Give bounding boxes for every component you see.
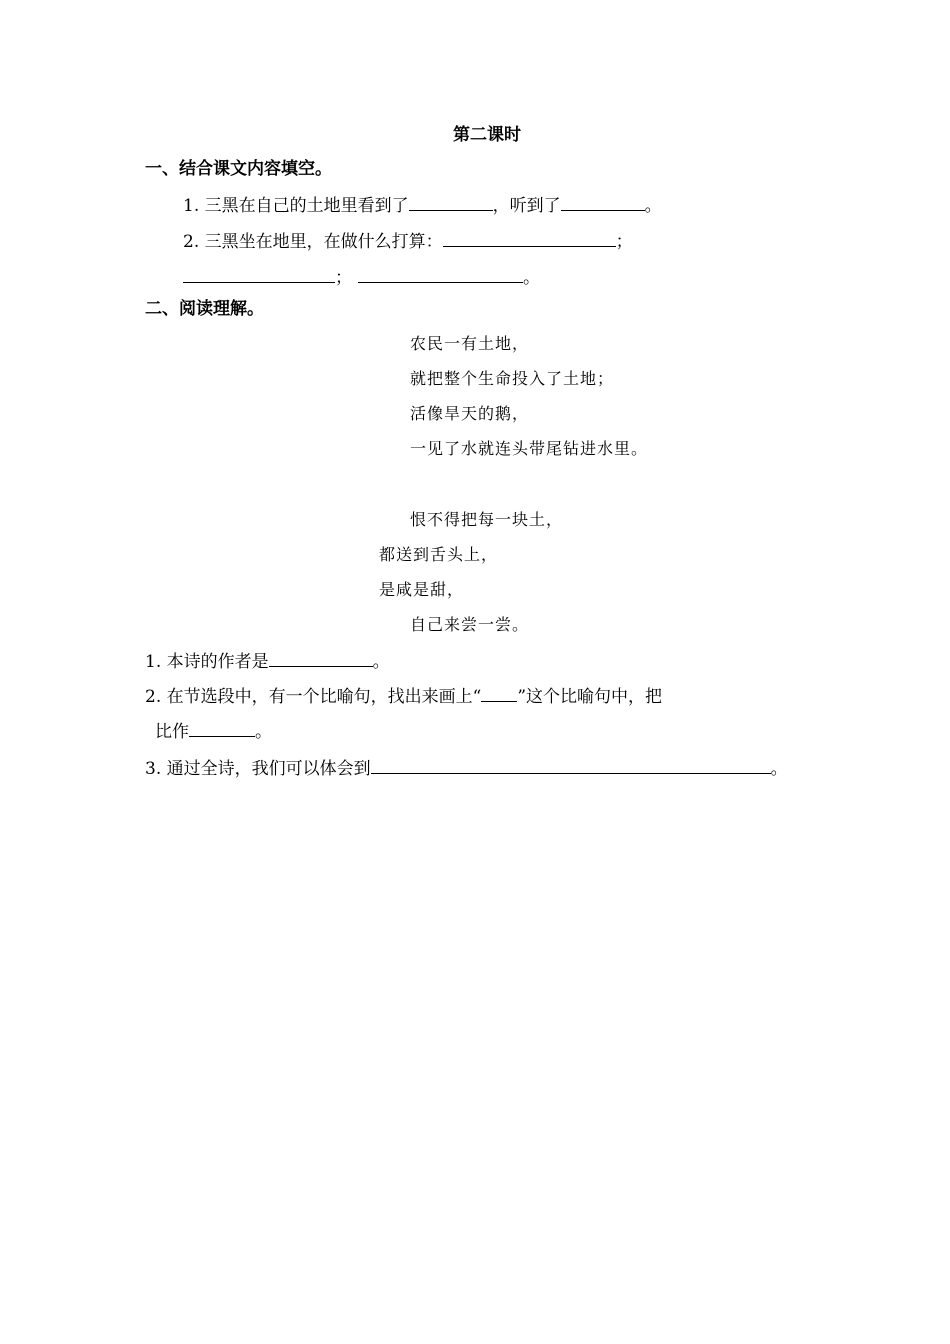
poem-line: 一见了水就连头带尾钻进水里。: [410, 439, 649, 458]
question-text: 。: [523, 268, 540, 288]
question-text: 2. 在节选段中，有一个比喻句，找出来画上“: [145, 687, 482, 707]
section1-question-2: [183, 230, 633, 253]
question-text: 1. 三黑在自己的土地里看到了: [183, 196, 409, 216]
answer-blank[interactable]: [371, 757, 771, 774]
question-text: ；: [335, 268, 352, 288]
answer-blank[interactable]: [481, 685, 517, 702]
answer-blank[interactable]: [443, 230, 616, 247]
section2-question-3: [145, 757, 788, 780]
section1-heading: 一、结合课文内容填空。: [145, 159, 332, 179]
section2-question-1: [145, 650, 390, 673]
poem-line: 恨不得把每一块土，: [410, 510, 564, 529]
poem-line: 都送到舌头上，: [379, 545, 499, 564]
question-text: 。: [644, 196, 662, 216]
question-text: 比作: [155, 722, 189, 742]
answer-blank[interactable]: [561, 194, 645, 211]
answer-blank[interactable]: [183, 266, 335, 283]
question-text: 。: [255, 722, 272, 742]
poem-line: 农民一有土地，: [410, 334, 530, 353]
section1-question-1: [183, 194, 662, 217]
answer-blank[interactable]: [358, 266, 523, 283]
section2-question-2-continued: [155, 720, 272, 743]
section2-question-2: [145, 685, 662, 708]
section1-question-2-continued: [183, 266, 540, 289]
answer-blank[interactable]: [269, 650, 373, 667]
question-text: 2. 三黑坐在地里，在做什么打算：: [183, 232, 443, 252]
poem-line: 活像旱天的鹅，: [410, 404, 530, 423]
poem-line: 自己来尝一尝。: [410, 615, 530, 634]
answer-blank[interactable]: [409, 194, 493, 211]
answer-blank[interactable]: [189, 720, 255, 737]
question-text: 。: [372, 652, 390, 672]
page-title: 第二课时: [453, 125, 521, 145]
poem-line: 是咸是甜，: [379, 580, 465, 599]
question-text: ；: [615, 232, 633, 252]
section2-heading: 二、阅读理解。: [145, 299, 264, 319]
poem-line: 就把整个生命投入了土地；: [410, 369, 615, 388]
question-text: 。: [770, 759, 788, 779]
question-text: ，听到了: [492, 196, 561, 216]
question-text: 3. 通过全诗，我们可以体会到: [145, 759, 371, 779]
question-text: 1. 本诗的作者是: [145, 652, 269, 672]
question-text: ”这个比喻句中，把: [517, 687, 663, 707]
